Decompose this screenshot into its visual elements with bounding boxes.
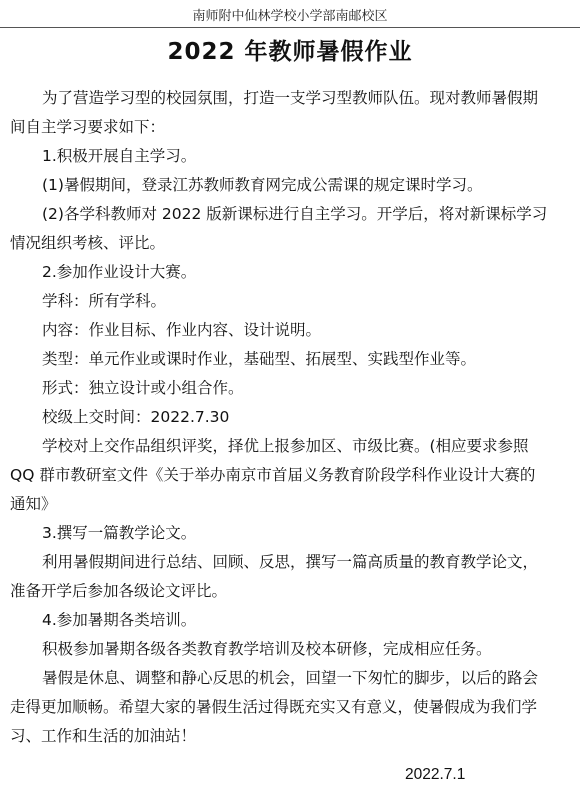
document-body [10, 84, 548, 751]
intro-paragraph: 为了营造学习型的校园氛围，打造一支学习型教师队伍。现对教师暑假期间自主学习要求如下： [10, 89, 539, 136]
section-heading-training: 4.参加暑期各类培训。 [42, 611, 197, 629]
list-item: 形式：独立设计或小组合作。 [42, 379, 244, 397]
list-item: 利用暑假期间进行总结、回顾、反思，撰写一篇高质量的教育教学论文，准备开学后参加各级论文评比。 [10, 553, 539, 600]
list-item: 类型：单元作业或课时作业，基础型、拓展型、实践型作业等。 [42, 350, 477, 368]
list-item: 学校对上交作品组织评奖，择优上报参加区、市级比赛。(相应要求参照 QQ 群市教研室文件《关于举办南京市首届义务教育阶段学科作业设计大赛的通知》 [10, 437, 536, 513]
list-item: 校级上交时间：2022.7.30 [42, 408, 230, 426]
list-item: 学科：所有学科。 [42, 292, 167, 310]
list-item: 积极参加暑期各级各类教育教学培训及校本研修，完成相应任务。 [42, 640, 492, 658]
list-item: 内容：作业目标、作业内容、设计说明。 [42, 321, 322, 339]
list-item: (1)暑假期间，登录江苏教师教育网完成公需课的规定课时学习。 [42, 176, 483, 194]
closing-paragraph: 暑假是休息、调整和静心反思的机会，回望一下匆忙的脚步，以后的路会走得更加顺畅。希望大家的暑假生活过得既充实又有意义，使暑假成为我们学习、工作和生活的加油站！ [10, 669, 539, 745]
header-divider [0, 27, 580, 28]
section-heading-design-contest: 2.参加作业设计大赛。 [42, 263, 197, 281]
list-item: (2)各学科教师对 2022 版新课标进行自主学习。开学后，将对新课标学习情况组织考核、评比。 [10, 205, 548, 252]
page-header: 南师附中仙林学校小学部南邮校区 [192, 9, 388, 24]
section-heading-paper: 3.撰写一篇教学论文。 [42, 524, 197, 542]
section-heading-self-study: 1.积极开展自主学习。 [42, 147, 197, 165]
document-title: 2022 年教师暑假作业 [167, 39, 413, 65]
signature-date: 2022.7.1 [405, 766, 466, 783]
